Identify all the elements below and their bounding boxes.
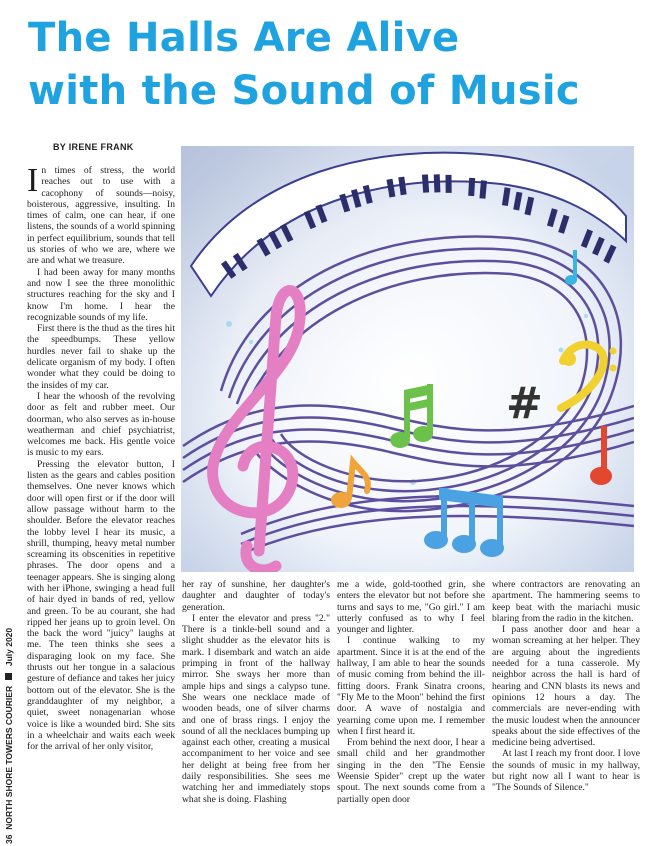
piano-black-key <box>468 178 475 196</box>
sidebar-text <box>3 628 15 844</box>
title-line-1: The Halls Are Alive <box>28 15 460 61</box>
piano-black-key <box>422 174 429 192</box>
article-column-2 <box>182 579 330 805</box>
paragraph: At last I reach my front door. I love the sounds of music in my hallway, but right now all I want to hear is "The Sounds of Silence." <box>492 748 640 794</box>
paragraph: where contractors are renovating an apartment. The hammering seems to keep beat with the mariachi music blaring from the radio in the kitchen. <box>492 579 640 624</box>
paragraph: I pass another door and hear a woman screaming at her helper. They are arguing about the ingredients needed for a tuna casserole. My neighbor across the hall is hard of hearing and CNN blasts its news and opinions 12 hours a day. The commercials are never-ending with the music loudest when the announcer speaks about the side effectives of the medicine being advertised. <box>492 624 640 749</box>
paragraph: First there is the thud as the tires hit the speedbumps. These yellow hurdles never fail to shake up the delicate organism of my body. I often wonder what they could be doing to the insides of my car. <box>27 323 175 391</box>
paragraph: In times of stress, the world reaches out to use with a cacophony of sounds—noisy, boisterous, aggressive, insulting. In times of calm, one can hear, if one listens, the sounds of a world spinning in perfect equilibrium, sounds that tell us stories of who we are, where we are and what we treasure. <box>27 162 175 267</box>
music-notes-image <box>181 146 634 572</box>
article-column-4 <box>492 579 640 794</box>
sharp-symbol: # <box>506 378 543 429</box>
paragraph: I enter the elevator and press "2." There is a tinkle-bell sound and a slight shudder as the elevator hits is mark. I disembark and watch an aide primping in front of the hallway mirror. She sways her more than ample hips and sings a calypso tune. She wears one necklace made of wooden beads, one of silver charms and one of brass rings. I enjoy the sound of all the necklaces bumping up against each other, creating a musical accompaniment to her voice and see her delight at being free from her daily responsibilities. She sees me watching her and immediately stops what she is doing. Flashing <box>182 612 330 805</box>
paragraph: me a wide, gold-toothed grin, she enters the elevator but not before she turns and says to me, "Go girl." I am utterly confused as to why I feel younger and lighter. <box>337 579 485 636</box>
page-sidebar <box>3 612 15 844</box>
piano-black-key <box>434 174 441 192</box>
issue-date: July 2020 <box>4 627 14 667</box>
piano-black-key <box>446 175 452 193</box>
byline: BY IRENE FRANK <box>53 142 134 152</box>
paragraph: I hear the whoosh of the revolving door as felt and rubber meet. Our doorman, who also serves as in-house weatherman and chief psychiatrist, welcomes me back. His gentle voice is music to my ears. <box>27 390 175 459</box>
publication-name: NORTH SHORE TOWERS COURIER <box>4 685 14 830</box>
paragraph: From behind the next door, I hear a small child and her grandmother singing in the den "The Eensie Weensie Spider" crept up the water spout. The next sounds come from a partially open door <box>337 737 485 805</box>
music-illustration <box>181 146 634 572</box>
separator-square <box>5 673 12 680</box>
article-title <box>28 12 648 118</box>
drop-cap: I <box>27 162 39 199</box>
paragraph: I had been away for many months and now I see the three monolithic structures reaching for the sky and I know I'm home. I hear the recognizable sounds of my life. <box>27 266 175 323</box>
page-number: 36 <box>4 834 14 844</box>
article-column-1 <box>27 162 175 753</box>
paragraph: I continue walking to my apartment. Since it is at the end of the hallway, I am able to hear the sounds of music coming from behind the ill-fitting doors. Frank Sinatra croons, "Fly Me to the Moon" behind the first door. A wave of nostalgia and yearning come upon me. I remember when I first heard it. <box>337 635 485 737</box>
paragraph: her ray of sunshine, her daughter's daughter and daughter of today's generation. <box>182 579 330 613</box>
article-column-3 <box>337 579 485 805</box>
title-line-2: with the Sound of Music <box>28 68 580 114</box>
paragraph: Pressing the elevator button, I listen as the gears and cables position themselves. One never knows which door will open first or if the door will allow passage without harm to the shoulder. Before the elevator reaches the lobby level I hear its music, a shrill, thumping, heavy metal number screaming its obscenities in repetitive phrases. The door opens and a teenager appears. She is singing along with her iPhone, swinging a head full of hair dyed in bands of red, yellow and green. To be au courant, she had ripped her jeans up to groin level. On the back the word "juicy" laughs at me. The teen thinks she sees a disparaging look on my face. She thrusts out her tongue in a salacious gesture of defiance and takes her juicy bottom out of the elevator. She is the granddaughter of my neighbor, a quiet, sweet nonagenarian whose voice is like a wounded bird. She sits in a wheelchair and waits each week for the arrival of her only visitor, <box>27 458 175 753</box>
